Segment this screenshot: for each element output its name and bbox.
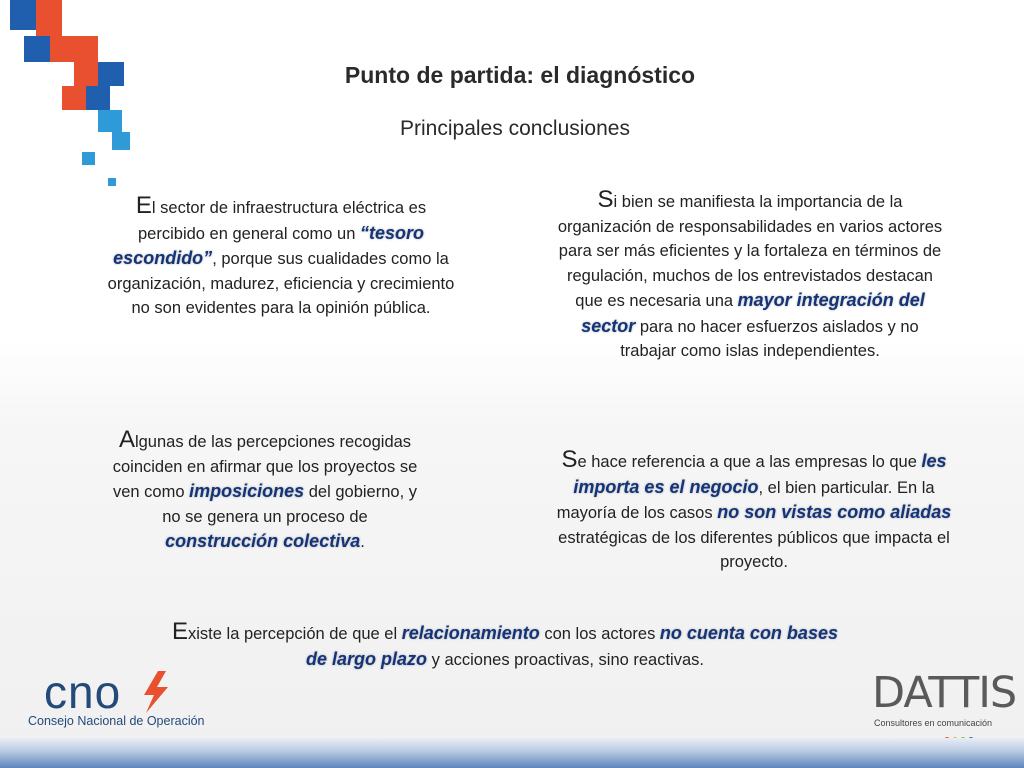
highlight: imposiciones [189,481,305,501]
conclusion-3: Algunas de las percepciones recogidas coinciden en afirmar que los proyectos se ven como imposiciones del gobierno, y no se genera un proceso de construcción colectiva. [112,426,418,551]
highlight: construcción colectiva [165,531,361,551]
conclusion-5: Existe la percepción de que el relacionamiento con los actores no cuenta con bases de largo plazo y acciones proactivas, sino reactivas. [172,618,838,669]
drop-cap: E [135,192,152,219]
drop-cap: S [561,446,578,473]
conclusion-2: Si bien se manifiesta la importancia de la organización de responsabilidades en varios actores para ser más eficientes y la fortaleza en términos de regulación, muchos de los entrevistados destacan que es necesaria una mayor integración del sector para no hacer esfuerzos aislados y no trabajar como islas independientes. [557,186,943,360]
page-title: Punto de partida: el diagnóstico [344,62,696,88]
bottom-bar [0,738,1024,768]
lightning-icon [144,671,168,713]
highlight: no son vistas como aliadas [717,502,952,522]
dattis-tagline: Consultores en comunicación [874,718,993,728]
page-subtitle: Principales conclusiones [400,117,630,140]
cno-full-name: Consejo Nacional de Operación [28,714,205,728]
drop-cap: A [118,426,135,453]
highlight: no cuenta con bases de largo plazo [306,623,838,669]
conclusion-4: Se hace referencia a que a las empresas lo que les importa es el negocio, el bien particular. En la mayoría de los casos no son vistas como aliadas estratégicas de los diferentes públicos que impacta el proyecto. [556,446,952,571]
dattis-logo-text: DATTIS [872,668,1017,718]
highlight: “tesoro escondido” [113,222,424,268]
highlight: relacionamiento [401,623,540,643]
conclusion-1: El sector de infraestructura eléctrica es percibido en general como un “tesoro escondido”, porque sus cualidades como la organización, madurez, eficiencia y crecimiento no son evidentes para la opinión pública. [107,192,455,317]
highlight: mayor integración del sector [581,290,925,336]
drop-cap: S [597,186,614,213]
highlight: les importa es el negocio [573,451,947,497]
cno-logo-text: cno [44,666,122,718]
drop-cap: E [172,618,189,645]
